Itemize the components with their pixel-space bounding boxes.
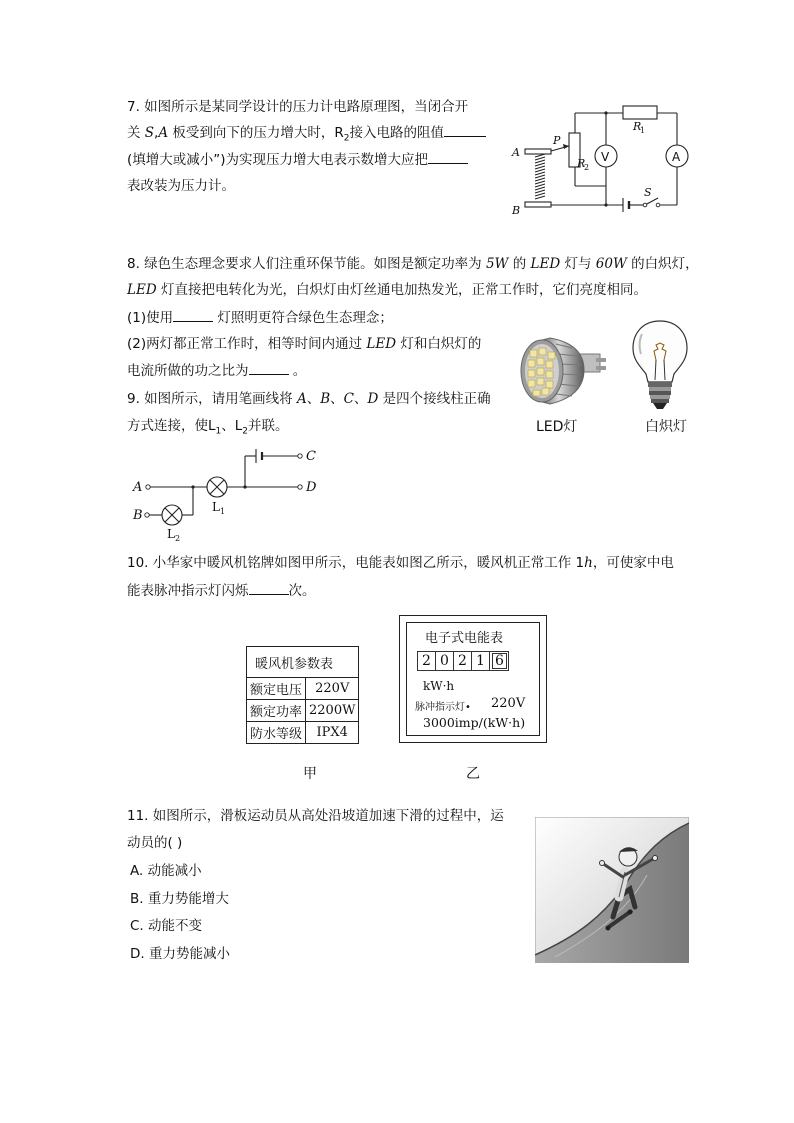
q7-blank-2[interactable] (428, 149, 468, 164)
q11-option-d[interactable]: D. 重力势能减小 (130, 946, 230, 962)
q8-sub2: (2)两灯都正常工作时，相等时间内通过 LED 灯和白炽灯的 (127, 336, 482, 352)
ammeter-label: A (672, 150, 681, 164)
svg-text:2: 2 (175, 534, 181, 543)
q9-label-a: A (133, 480, 143, 495)
q9-line2: 方式连接，使$L_1$、$L_2$并联。 (127, 418, 289, 437)
caption-jia: 甲 (303, 766, 317, 782)
q7-line4: 表改装为压力计。 (127, 178, 235, 194)
svg-text:1: 1 (640, 126, 646, 135)
q11-line2: 动员的( ) (127, 835, 183, 851)
svg-text:1: 1 (220, 507, 226, 516)
q11-option-b[interactable]: B. 重力势能增大 (130, 891, 229, 907)
heater-parameter-table (246, 646, 359, 744)
q7-line3: (填增大或减小”)为实现压力增大电表示数增大应把 (127, 149, 468, 170)
table-title: 暖风机参数表 (247, 647, 359, 678)
led-lamp-image (512, 330, 608, 412)
energy-meter-inner (406, 622, 540, 736)
q7-label-r2: R (577, 157, 586, 170)
q10-line1: 10. 小华家中暖风机铭牌如图甲所示，电能表如图乙所示，暖风机正常工作 1h，可使家中电 (127, 555, 674, 571)
q11-option-a[interactable]: A. 动能减小 (130, 863, 202, 879)
q7-label-p: P (553, 134, 561, 147)
q10-blank[interactable] (249, 580, 289, 595)
q11-line1: 11. 如图所示，滑板运动员从高处沿坡道加速下滑的过程中，运 (127, 808, 504, 824)
q9-label-b: B (133, 508, 143, 523)
q9-label-c: C (306, 449, 316, 464)
meter-unit: kW·h (423, 679, 455, 693)
q7-label-a: A (512, 146, 520, 159)
q7-blank-1[interactable] (444, 122, 486, 137)
q11-option-c[interactable]: C. 动能不变 (130, 918, 203, 934)
q7-label-b: B (512, 204, 521, 217)
q9-label-d: D (306, 480, 317, 495)
q9-line1: 9. 如图所示，请用笔画线将 A、B、C、D 是四个接线柱正确 (127, 391, 491, 407)
q9-circuit-diagram (128, 440, 328, 545)
q8-sub2-cont: 电流所做的功之比为 。 (127, 360, 306, 381)
q8-sub1: (1)使用 灯照明更符合绿色生态理念； (127, 307, 393, 328)
incandescent-bulb-image (630, 318, 690, 412)
q7-label-r1: R (633, 120, 642, 133)
caption-yi: 乙 (466, 766, 480, 782)
q9-label-l2: L (167, 527, 175, 541)
meter-constant: 3000imp/(kW·h) (423, 715, 526, 730)
voltmeter-label: V (601, 150, 610, 164)
meter-digits: 2 0 2 1 6 (417, 651, 509, 671)
table-row: 额定电压 220V (247, 678, 359, 700)
meter-voltage: 220V (491, 696, 526, 711)
q7-line2: 关 S,A 板受到向下的压力增大时，$R_2$接入电路的阻值 (127, 122, 486, 149)
q8-blank-1[interactable] (173, 307, 213, 322)
caption-bulb: 白炽灯 (645, 419, 687, 435)
meter-title: 电子式电能表 (425, 631, 504, 646)
q7-line1: 7. 如图所示是某同学设计的压力计电路原理图，当闭合开 (127, 99, 469, 115)
q9-label-l1: L (212, 500, 220, 514)
energy-meter-outer (399, 615, 547, 743)
q8-line2: LED 灯直接把电转化为光，白炽灯由灯丝通电加热发光，正常工作时，它们亮度相同。 (127, 282, 647, 298)
svg-text:2: 2 (584, 163, 590, 172)
q7-circuit-diagram (505, 98, 705, 223)
skateboarder-image (535, 817, 689, 963)
q10-line2: 能表脉冲指示灯闪烁 次。 (127, 580, 316, 601)
table-row: 防水等级 IPX4 (247, 722, 359, 744)
q7-label-s: S (644, 186, 652, 199)
caption-led: LED灯 (536, 419, 578, 435)
q8-line1: 8. 绿色生态理念要求人们注重环保节能。如图是额定功率为 5W 的 LED 灯与 60W 的白炽灯， (127, 256, 699, 272)
meter-pulse-indicator: 脉冲指示灯• (415, 702, 471, 713)
q8-blank-2[interactable] (249, 360, 289, 375)
table-row: 额定功率 2200W (247, 700, 359, 722)
